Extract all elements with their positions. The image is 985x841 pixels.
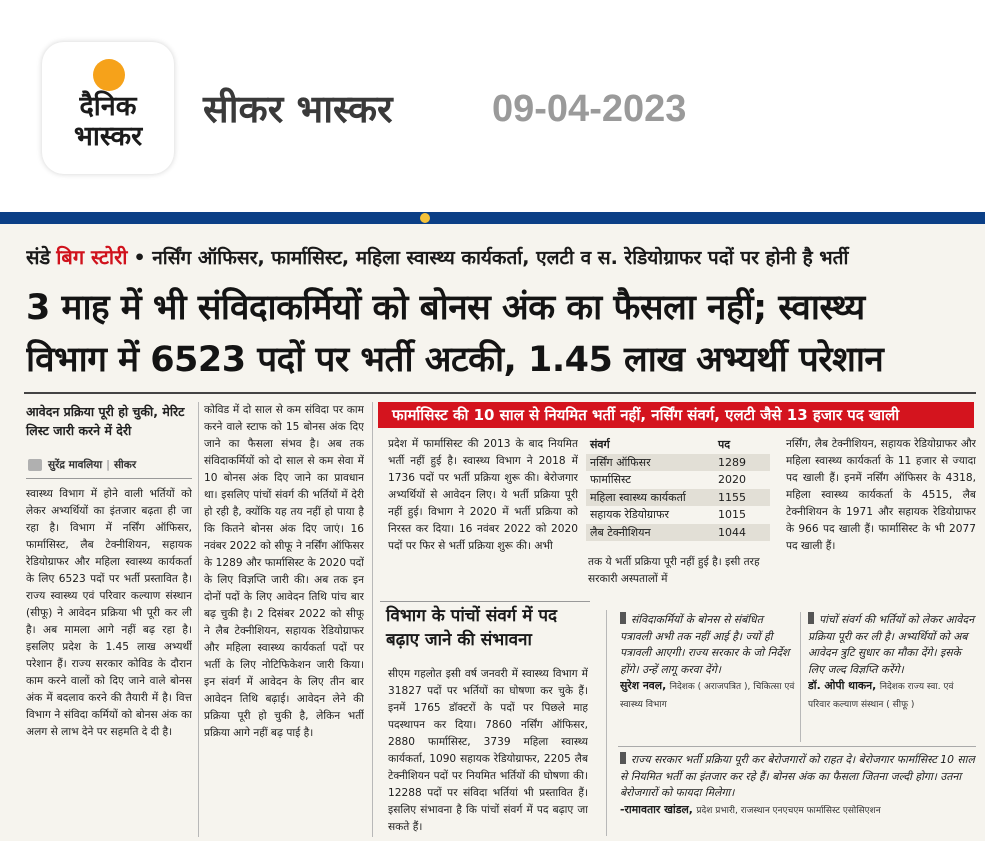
quote-marker-icon bbox=[808, 612, 814, 624]
body-column-5 bbox=[388, 666, 588, 836]
dainik-bhaskar-logo[interactable] bbox=[42, 42, 174, 174]
table-cell-posts: 1155 bbox=[718, 490, 746, 504]
subhead-rule bbox=[380, 601, 590, 602]
quote-text: पांचों संवर्ग की भर्तियों को लेकर आवेदन प्रक्रिया पूरी कर ली है। अभ्यर्थियों को अब आवेदन त्रुटि सुधार का मौका देंगे। इसके लिए जल्द विज्ञप्ति करेंगे। bbox=[808, 613, 975, 676]
table-cell-posts: 1289 bbox=[718, 455, 746, 469]
table-cell-cadre: फार्मासिस्ट bbox=[590, 473, 631, 486]
quote-text: राज्य सरकार भर्ती प्रक्रिया पूरी कर बेरोजगारों को राहत दे। बेरोजगार फार्मासिस्ट 10 साल से नियमित भर्ती का इंतजार कर रहे हैं। बोनस अंक का फैसला जितना जल्दी होगा। उतना बेरोजगारों को फायदा मिलेगा। bbox=[620, 753, 975, 799]
body-paragraph: कोविड में दो साल से कम संविदा पर काम करने वाले स्टाफ को 15 बोनस अंक दिए जाने का फैसला संभव है। अब तक संविदाकर्मियों को दो साल से कम सेवा में 10 बोनस अंक दिए जाने का प्रावधान था। इसलिए पांचों संवर्ग की भर्तियों में देरी हो रही है, क्योंकि यह तय नहीं हो पाया है कि कितने बोनस अंक दिए जाएं। 16 नवंबर 2022 को सीफू ने नर्सिंग ऑफिसर के 1289 और फार्मासिस्ट के 2020 पदों के लिए विज्ञप्ति जारी की। अब तक इन दोनों पदों के लिए आवेदन तिथि पांच बार बढ़ चुकी है। 2 दिसंबर 2022 को सीफू ने लैब टेक्नीशियन, सहायक रेडियोग्राफर और महिला स्वास्थ्य कार्यकर्ता पदों पर भर्ती के लिए नोटिफिकेशन जारी किया। इन संवर्ग में आवेदन के लिए तीन बार आवेदन तिथि बढ़ाई। आवेदन लेने की प्रक्रिया पूरी हो चुकी है, लेकिन भर्ती प्रक्रिया आगे नहीं बढ़ पाई है। bbox=[204, 404, 364, 739]
table-header-cadre: संवर्ग bbox=[590, 438, 610, 451]
table-row bbox=[586, 506, 770, 524]
table-cell-cadre: महिला स्वास्थ्य कार्यकर्ता bbox=[590, 490, 686, 504]
quote-author-role: प्रदेश प्रभारी, राजस्थान एनएचएम फार्मासिस्ट एसोसिएशन bbox=[696, 805, 881, 816]
table-cell-cadre: लैब टेक्नीशियन bbox=[590, 525, 651, 539]
table-cell-posts: 2020 bbox=[718, 473, 746, 486]
table-row bbox=[586, 454, 770, 472]
column-divider bbox=[800, 612, 801, 742]
body-column-4 bbox=[786, 436, 976, 586]
table-cell-posts: 1044 bbox=[718, 525, 746, 539]
quote-author: डॉ. ओपी थाकन, bbox=[808, 679, 877, 692]
quote-box-1 bbox=[620, 612, 796, 744]
sun-icon bbox=[93, 59, 125, 91]
newspaper-clipping[interactable] bbox=[0, 212, 985, 841]
table-row bbox=[586, 489, 770, 507]
quote-marker-icon bbox=[620, 752, 626, 764]
byline-place: सीकर bbox=[113, 459, 137, 471]
kicker-highlight: बिग स्टोरी bbox=[56, 245, 128, 269]
edition-title: सीकर भास्कर bbox=[203, 87, 393, 131]
table-cell-cadre: नर्सिंग ऑफिसर bbox=[590, 455, 651, 469]
table-note: तक ये भर्ती प्रक्रिया पूरी नहीं हुई है। इसी तरह सरकारी अस्पतालों में bbox=[588, 556, 760, 585]
column-divider bbox=[606, 610, 607, 836]
table-row bbox=[586, 524, 770, 542]
quote-author: सुरेश नवल, bbox=[620, 679, 667, 692]
story-kicker bbox=[26, 240, 976, 274]
section-subhead: विभाग के पांचों संवर्ग में पद बढ़ाए जाने की संभावना bbox=[386, 606, 558, 650]
body-column-3 bbox=[388, 436, 578, 586]
table-row bbox=[586, 471, 770, 489]
body-paragraph: प्रदेश में फार्मासिस्ट की 2013 के बाद नियमित भर्ती नहीं हुई है। स्वास्थ्य विभाग ने 2018 में 1736 पदों पर भर्ती प्रक्रिया शुरू की। बेरोजगार अभ्यर्थियों से आवेदन लिए। ये भर्ती प्रक्रिया पूरी नहीं हुई। विभाग ने 2020 में भर्ती प्रक्रिया को निरस्त कर दिया। 16 नवंबर 2022 को 2020 पदों पर फिर से भर्ती प्रक्रिया शुरू की। अभी bbox=[388, 438, 578, 552]
table-header-posts: पद bbox=[718, 438, 731, 451]
logo-text-line2: भास्कर bbox=[73, 121, 143, 152]
body-paragraph: नर्सिंग, लैब टेक्नीशियन, सहायक रेडियोग्राफर और महिला स्वास्थ्य कार्यकर्ता के 11 हजार से ज्यादा पद खाली हैं। इनमें नर्सिंग ऑफिसर के 4318, महिला स्वास्थ्य कार्यकर्ता के 4515, लैब टेक्नीशियन के 1971 और सहायक रेडियोग्राफर के 966 पद खाली हैं। फार्मासिस्ट के भी 2077 पद खाली हैं। bbox=[786, 438, 976, 552]
quote-author-role: निदेशक राज्य स्वा. एवं परिवार कल्याण संस्थान ( सीफू ) bbox=[808, 682, 954, 710]
quote-marker-icon bbox=[620, 612, 626, 624]
byline: सुरेंद्र मावलिया | सीकर bbox=[48, 459, 137, 471]
section-banner: फार्मासिस्ट की 10 साल से नियमित भर्ती नहीं, नर्सिंग संवर्ग, एलटी जैसे 13 हजार पद खाली bbox=[378, 402, 974, 428]
story-deck: आवेदन प्रक्रिया पूरी हो चुकी, मेरिट लिस्ट जारी करने में देरी bbox=[26, 404, 185, 438]
quote-author: -रामावतार खांडल, bbox=[620, 802, 693, 816]
body-column-2 bbox=[204, 402, 364, 837]
app-header bbox=[0, 0, 985, 212]
quote-text: संविदाकर्मियों के बोनस से संबंधित पत्रावली अभी तक नहीं आई है। ज्यों ही पत्रावली आएगी। राज्य सरकार के जो निर्देश होंगे। उन्हें लागू करवा देंगे। bbox=[620, 613, 790, 676]
kicker-text: • नर्सिंग ऑफिसर, फार्मासिस्ट, महिला स्वास्थ्य कार्यकर्ता, एलटी व स. रेडियोग्राफर पदों पर होनी है भर्ती bbox=[133, 247, 849, 269]
body-paragraph: स्वास्थ्य विभाग में होने वाली भर्तियों को लेकर अभ्यर्थियों का इंतजार बढ़ता ही जा रहा है। विभाग में नर्सिंग ऑफिसर, फार्मासिस्ट, लैब टेक्नीशियन, सहायक रेडियोग्राफर और महिला स्वास्थ्य कार्यकर्ता के लिए 6523 पदों पर भर्ती प्रस्तावित है। राज्य स्वास्थ्य एवं परिवार कल्याण संस्थान (सीफू) ने आवेदन प्रक्रिया भी पूरी कर ली है। अब मामला आगे नहीं बढ़ रहा है। इसलिए प्रदेश के 1.45 लाख अभ्यर्थी परेशान हैं। राज्य सरकार कोविड के दौरान काम करने वालों को दिए जाने वाले बोनस अंक में बदलाव करने की तैयारी में है। वित्त विभाग ने संविदा कर्मियों को बोनस अंक का अलग से लाभ देने पर सहमति दे दी है। bbox=[26, 488, 192, 738]
masthead-strip bbox=[0, 212, 985, 224]
byline-name: सुरेंद्र मावलिया bbox=[48, 459, 103, 471]
table-cell-posts: 1015 bbox=[718, 508, 746, 521]
quote-divider bbox=[618, 746, 976, 747]
logo-text-line1: दैनिक bbox=[79, 91, 137, 122]
body-paragraph: सीएम गहलोत इसी वर्ष जनवरी में स्वास्थ्य विभाग में 31827 पदों पर भर्तियों का घोषणा कर चुके हैं। इनमें 1765 डॉक्टरों के पदों पर पिछले माह पदस्थापन कर दिया। 7860 नर्सिंग ऑफिसर, 2880 फार्मासिस्ट, 3739 महिला स्वास्थ्य कार्यकर्ता, 1090 सहायक रेडियोग्राफर, 2205 लैब टेक्नीशियन पदों पर नियमित भर्तियों की घोषणा की। 12288 पदों पर संविदा भर्तियां भी प्रस्तावित हैं। इसलिए संभावना है कि पांचों संवर्ग में पद बढ़ाए जा सकते हैं। bbox=[388, 668, 588, 833]
table-header-row bbox=[586, 436, 770, 454]
reporter-icon bbox=[28, 459, 42, 471]
vacancy-table bbox=[586, 436, 770, 541]
quote-box-2 bbox=[808, 612, 978, 744]
headline-rule bbox=[24, 392, 976, 394]
publication-date: 09-04-2023 bbox=[492, 88, 687, 130]
column-divider bbox=[372, 402, 373, 837]
quote-box-3 bbox=[620, 752, 976, 837]
body-column-1 bbox=[26, 486, 192, 836]
byline-rule bbox=[26, 478, 192, 479]
kicker-label: संडे bbox=[26, 245, 51, 269]
headline-line-1: 3 माह में भी संविदाकर्मियों को बोनस अंक का फैसला नहीं; स्वास्थ्य bbox=[26, 288, 865, 328]
table-cell-cadre: सहायक रेडियोग्राफर bbox=[590, 508, 669, 521]
headline-line-2: विभाग में 6523 पदों पर भर्ती अटकी, 1.45 लाख अभ्यर्थी परेशान bbox=[26, 340, 884, 380]
column-divider bbox=[198, 402, 199, 837]
strip-sun-icon bbox=[420, 213, 430, 223]
quote-author-role: निदेशक ( अराजपत्रित ), चिकित्सा एवं स्वास्थ्य विभाग bbox=[620, 682, 795, 710]
